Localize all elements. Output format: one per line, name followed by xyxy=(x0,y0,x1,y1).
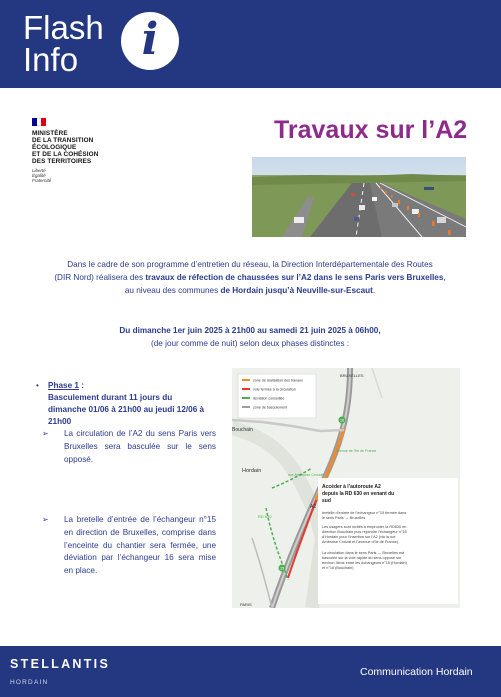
svg-text:15: 15 xyxy=(280,566,285,571)
arrow-bullet-icon: ➢ xyxy=(42,515,49,524)
map-label: avenue de l'Ile de France xyxy=(336,449,377,453)
title-line-1: Flash xyxy=(23,9,104,46)
ministry-line: DE LA TRANSITION xyxy=(32,137,94,144)
intro-highlight: travaux de réfection de chaussées sur l’A2 dans le sens Paris vers Bruxelles xyxy=(145,273,444,282)
map-info-text: bretelle d’entrée de l’échangeur n°15 fermée dans le sens Paris → Bruxelles Les usagers sont invités à emprunter la RD630 en direction Bouchain puis rejoindre l’échangeur n°16 d’Hordain pour l’insertion sur l’A2 (via la rue Ambroise Croizat et l’avenue d’Ile de France). La circulation dans le sens Paris → Bruxelles est basculée sur la voie rapide du sens opposé sur environ 3kms entre les échangeurs n°15 (Hordain) et n°16 (Bouchain) xyxy=(322,511,407,570)
date-range: Du dimanche 1er juin 2025 à 21h00 au samedi 21 juin 2025 à 06h00, xyxy=(119,326,381,335)
map-label: A2 xyxy=(310,504,317,510)
highway-photo xyxy=(252,157,466,237)
french-flag-icon xyxy=(32,118,46,126)
map-label: Hordain xyxy=(242,468,262,474)
map-label: PARIS xyxy=(240,602,252,607)
map-legend-item: déviation conseillée xyxy=(253,396,285,401)
phase-title: Phase 1 : xyxy=(48,381,84,390)
communication-label: Communication Hordain xyxy=(360,666,473,678)
flash-info-header xyxy=(0,0,501,88)
map-legend-item: voie fermée à la circulation xyxy=(253,387,296,392)
phase-description: Basculement durant 11 jours du dimanche 01/06 à 21h00 au jeudi 12/06 à 21h00 xyxy=(48,393,205,426)
date-note: (de jour comme de nuit) selon deux phases distinctes : xyxy=(151,339,349,348)
flash-info-title xyxy=(23,9,104,78)
map-info-title: Accéder à l’autoroute A2 depuis la RD 630 en venant du sud xyxy=(322,484,395,504)
svg-text:16: 16 xyxy=(340,418,345,423)
map-label: rue Ambroise Croizat xyxy=(288,473,324,477)
ministry-line: ÉCOLOGIQUE xyxy=(32,144,77,151)
title-line-2: Info xyxy=(23,41,79,78)
map-label: Bouchain xyxy=(232,427,253,433)
diversion-map xyxy=(232,368,460,608)
site-name: HORDAIN xyxy=(10,679,49,686)
map-label: RD 630 xyxy=(258,514,272,519)
ministry-logo xyxy=(32,118,142,183)
footer xyxy=(0,646,501,697)
ministry-motto: Liberté Égalité Fraternité xyxy=(32,168,52,183)
works-dates xyxy=(20,324,480,350)
arrow-bullet-icon: ➢ xyxy=(42,429,49,438)
bullet: • xyxy=(36,381,39,390)
intro-paragraph: Dans le cadre de son programme d’entretien du réseau, la Direction Interdépartementale des Routes (DIR Nord) réalisera des travaux de réfection de chaussées sur l’A2 dans le sens Paris vers Bruxelles, au niveau des communes de Hordain jusqu’à Neuville-sur-Escaut. xyxy=(54,260,446,295)
map-legend-item: zone de basculement xyxy=(253,405,288,410)
info-icon: i xyxy=(121,12,179,70)
ministry-line: ET DE LA COHÉSION xyxy=(32,151,99,158)
ministry-line: DES TERRITOIRES xyxy=(32,158,92,165)
intro-highlight: de Hordain jusqu’à Neuville-sur-Escaut xyxy=(220,286,373,295)
map-legend-item: zone de réalisation des travaux xyxy=(253,378,303,383)
stellantis-logo: STELLANTIS xyxy=(10,657,111,671)
map-label: BRUXELLES xyxy=(340,373,364,378)
ministry-line: MINISTÈRE xyxy=(32,130,68,137)
page-title: Travaux sur l’A2 xyxy=(274,116,468,144)
